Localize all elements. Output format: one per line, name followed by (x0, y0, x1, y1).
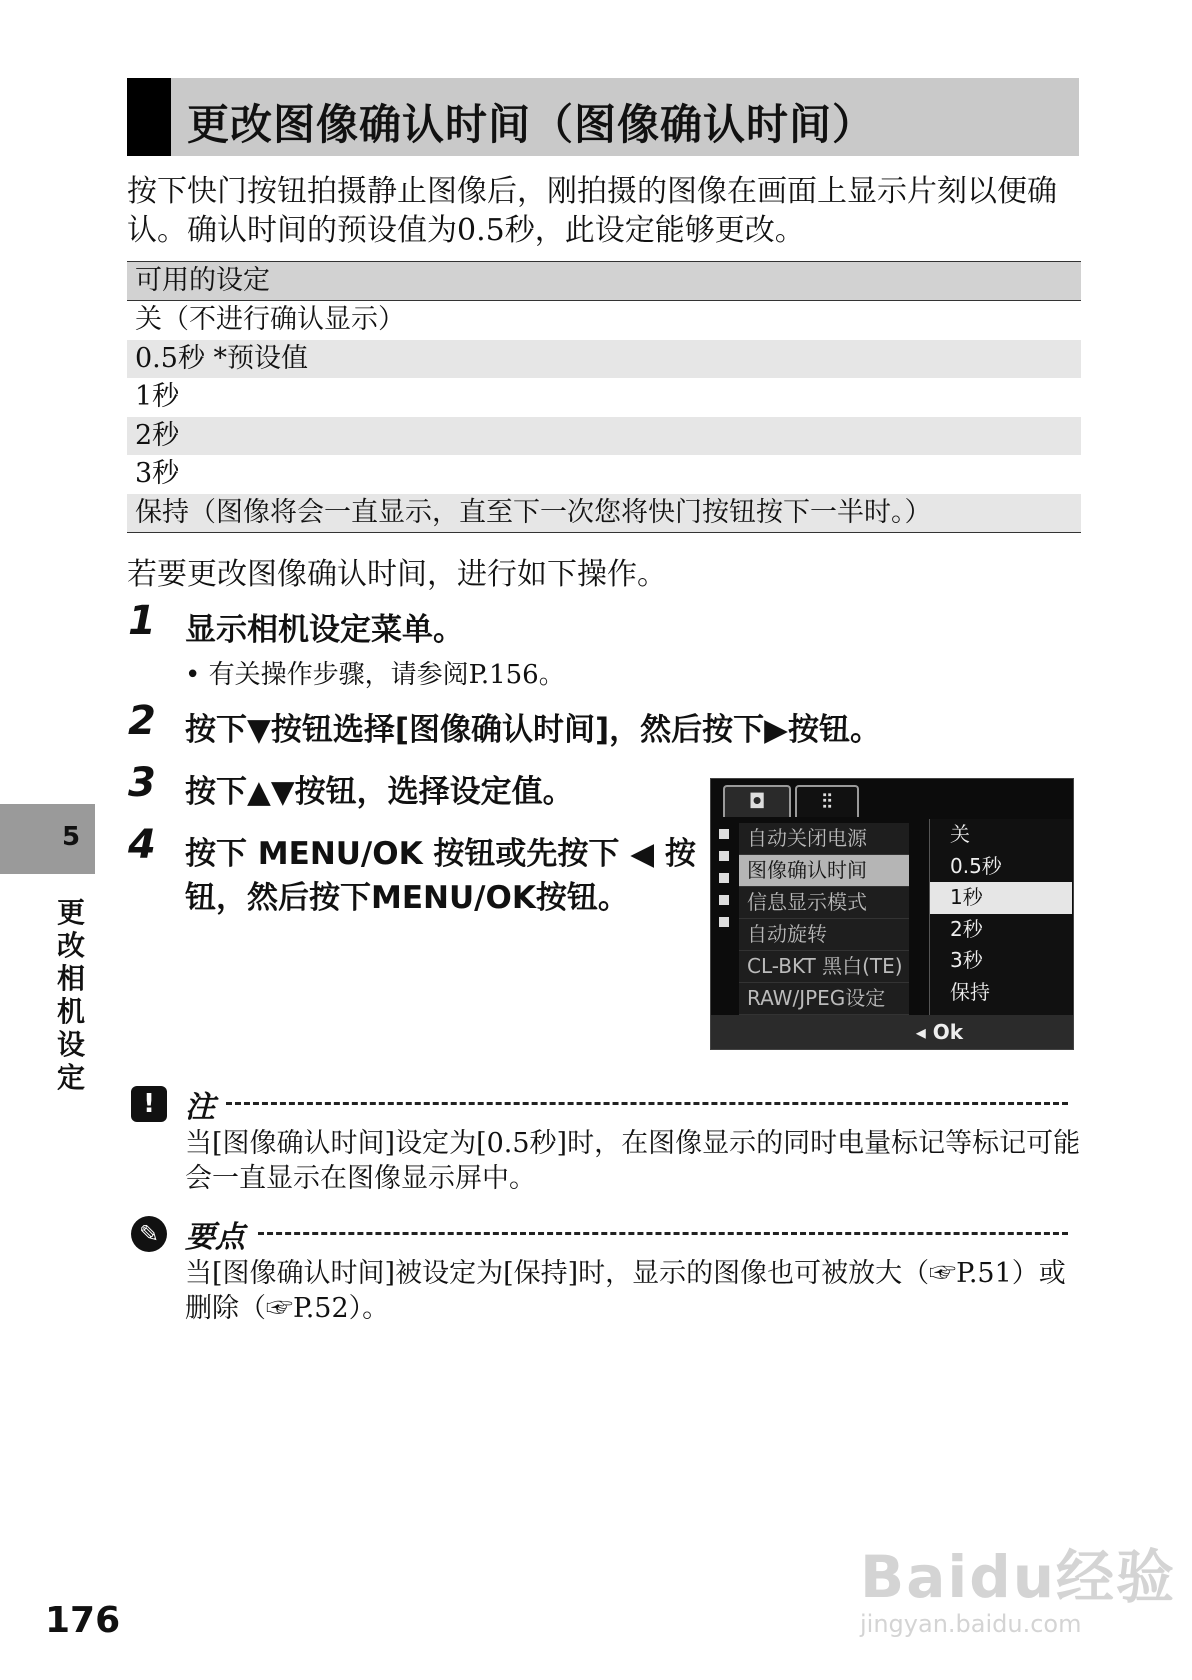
camera-option-selected: 1秒 (930, 882, 1072, 914)
step-text: 显示相机设定菜单。 (185, 612, 464, 648)
watermark (860, 1530, 1176, 1638)
chapter-tab (0, 804, 95, 874)
table-row: 0.5秒 *预设值 (127, 340, 1081, 379)
table-row: 保持（图像将会一直显示，直至下一次您将快门按钮按下一半时。） (127, 494, 1081, 533)
lead-text: 若要更改图像确认时间，进行如下操作。 (127, 557, 667, 592)
camera-menu-screen (710, 778, 1074, 1050)
chapter-label: 更改相机设定 (56, 896, 85, 1094)
intro-paragraph: 按下快门按钮拍摄静止图像后，刚拍摄的图像在画面上显示片刻以便确认。确认时间的预设值为0.5秒，此设定能够更改。 (127, 174, 1057, 248)
menu-bullet-icon (719, 895, 729, 905)
camera-option: 保持 (950, 979, 990, 1004)
camera-option: 关 (950, 822, 970, 846)
step-number: 1 (128, 598, 156, 644)
camera-menu-item: 信息显示模式 (739, 887, 909, 919)
menu-bullet-icon (719, 851, 729, 861)
camera-option: 0.5秒 (950, 853, 1002, 878)
step-text: 按下 MENU/OK 按钮或先按下 ◀ 按 (185, 836, 696, 872)
table-header: 可用的设定 (127, 262, 1081, 301)
camera-menu-item: RAW/JPEG设定 (739, 983, 909, 1015)
camera-option: 3秒 (950, 948, 983, 972)
camera-tab (723, 785, 791, 817)
step-text: 钮，然后按下MENU/OK按钮。 (185, 880, 629, 916)
tip-body: 当[图像确认时间]被设定为[保持]时，显示的图像也可被放大（☞P.51）或删除（☞P.52）。 (185, 1258, 1066, 1324)
table-row: 2秒 (127, 417, 1081, 456)
camera-menu-item-selected: 图像确认时间 (739, 855, 909, 887)
title-marker (127, 78, 171, 156)
camera-bottom-hint: ◂ Ok (711, 1015, 1073, 1049)
note-heading: 注 (185, 1090, 215, 1125)
note-divider (226, 1102, 1068, 1105)
step-text: 按下▼按钮选择[图像确认时间]，然后按下▶按钮。 (185, 712, 882, 748)
step-text: 按下▲▼按钮，选择设定值。 (185, 774, 574, 810)
watermark-logo: Baidu经验 (860, 1543, 1177, 1611)
note-icon: ! (131, 1086, 167, 1122)
settings-table (127, 261, 1081, 533)
tip-divider (258, 1232, 1068, 1235)
step-subtext: • 有关操作步骤，请参阅P.156。 (185, 660, 565, 690)
setup-tab (795, 785, 859, 817)
camera-icon: ◘ (748, 789, 766, 813)
chapter-number: 5 (62, 822, 81, 852)
camera-menu-item: 自动旋转 (739, 919, 909, 951)
camera-submenu (929, 819, 1072, 1017)
step-number: 4 (128, 822, 156, 868)
table-row: 1秒 (135, 381, 180, 412)
setup-icon: ⫶⫶ (822, 789, 832, 813)
tip-heading: 要点 (185, 1220, 245, 1255)
camera-menu-list (739, 823, 909, 1015)
tip-icon: ✎ (131, 1216, 167, 1252)
table-row: 3秒 (135, 458, 180, 489)
camera-option: 2秒 (950, 916, 983, 941)
section-title-bar (127, 78, 1079, 156)
menu-bullet-icon (719, 873, 729, 883)
menu-bullet-icon (719, 829, 729, 839)
page-title: 更改图像确认时间（图像确认时间） (187, 100, 876, 149)
camera-menu-item: 自动关闭电源 (739, 823, 909, 855)
page-number: 176 (45, 1600, 121, 1641)
table-row: 关（不进行确认显示） (135, 304, 405, 335)
watermark-url: jingyan.baidu.com (860, 1610, 1082, 1638)
step-number: 2 (128, 698, 156, 744)
step-number: 3 (128, 760, 156, 806)
camera-menu-item: CL-BKT 黑白(TE) (739, 951, 909, 983)
note-body: 当[图像确认时间]设定为[0.5秒]时，在图像显示的同时电量标记等标记可能会一直显示在图像显示屏中。 (185, 1128, 1081, 1194)
menu-bullet-icon (719, 917, 729, 927)
